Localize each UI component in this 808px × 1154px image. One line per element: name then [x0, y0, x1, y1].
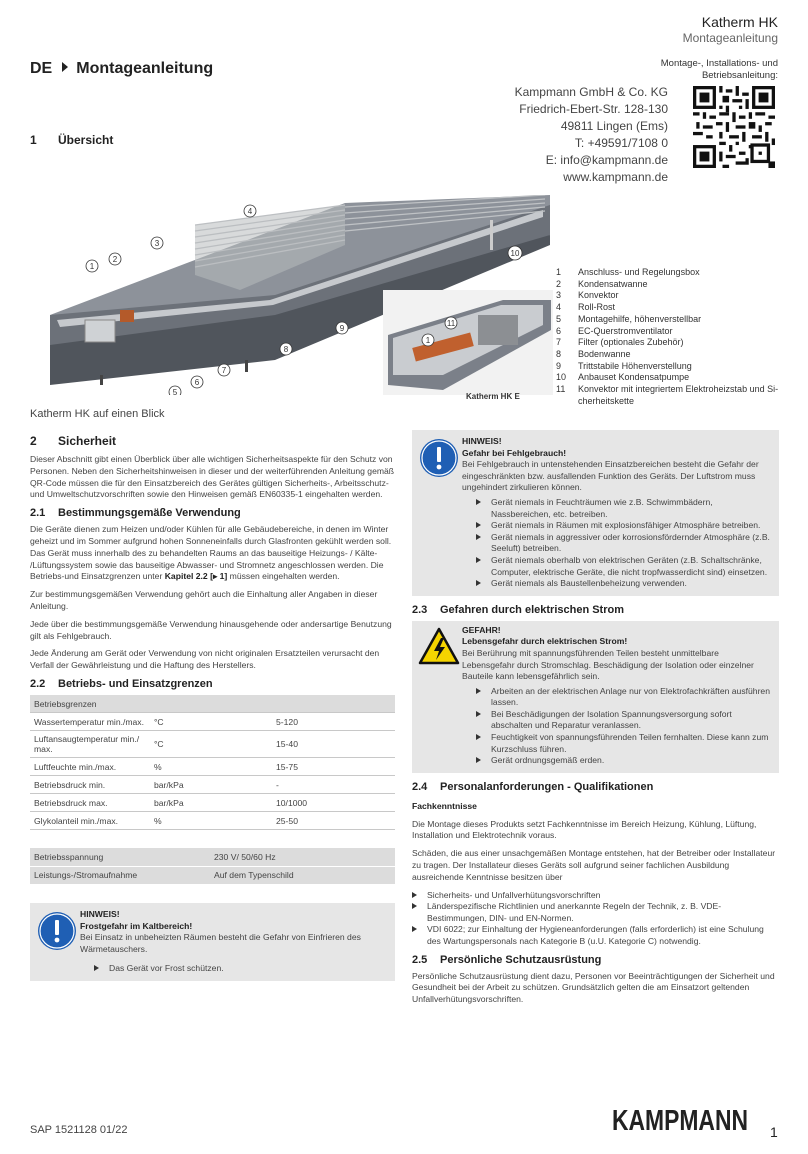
usage-text-a: Die Geräte dienen zum Heizen und/oder Kühlen für alle Gebäudebereiche, in denen im Winter geheizt und im Sommer aufgrund hohen Sonneneinfalls durch Glasfronten gekühlt werden soll. Das Gerät muss innerhalb des zu behandelten Raums an das bauseitige Heizungs- / Kälte- /Lüftungssystem sowie das bauseitige Abwasser- und Stromnetz angeschlossen werden. Die Betriebs-und Einsatzgrenzen unter — [30, 524, 392, 582]
section-number: 2 — [30, 434, 37, 448]
notice-title: Gefahr bei Fehlgebrauch! — [462, 447, 567, 458]
notice-label: HINWEIS! — [462, 436, 502, 446]
legend-text: Konvektor mit integriertem Elektroheizstab und Si- — [578, 384, 779, 395]
subheading-expertise: Fachkenntnisse — [412, 800, 477, 811]
company-street: Friedrich-Ebert-Str. 128-130 — [519, 102, 668, 116]
bullet-arrow-icon — [412, 903, 417, 909]
info-mandatory-icon — [37, 911, 77, 951]
usage-paragraph-4: Jede Änderung am Gerät oder Verwendung von nicht originalen Ersatzteilen verursacht den Verfall der Gewährleistung und die Haftung des Herstellers. — [30, 648, 380, 671]
right-column — [412, 430, 779, 1012]
left-column — [30, 434, 395, 989]
legend-item — [556, 337, 791, 349]
section-2-1-heading — [30, 507, 395, 519]
section-title: Betriebs- und Einsatzgrenzen — [58, 677, 213, 690]
notice-text: Bei Einsatz in unbeheizten Räumen besteht die Gefahr von Einfrieren des Wärmetauschers. — [80, 932, 361, 954]
table-cell: - — [272, 776, 395, 794]
company-name: Kampmann GmbH & Co. KG — [514, 85, 668, 99]
legend-number: 9 — [556, 360, 562, 371]
legend-number — [556, 396, 578, 408]
legend-item — [556, 302, 791, 314]
legend-item — [556, 279, 791, 291]
bullet-text: Länderspezifische Richtlinien und anerkannte Regeln der Technik, z. B. VDE-Bestimmungen, DIN- und EN-Normen. — [427, 901, 722, 923]
table-cell: Auf dem Typenschild — [210, 866, 395, 884]
inset-illustration — [383, 290, 553, 395]
legend-text: Bodenwanne — [578, 348, 631, 359]
list-item — [80, 963, 389, 975]
section-2-3-heading — [412, 604, 779, 616]
table-cell: Betriebsdruck max. — [30, 794, 150, 812]
svg-text:KAMPMANN: KAMPMANN — [612, 1105, 748, 1136]
kampmann-logo — [612, 1100, 750, 1136]
section-number: 2.2 — [30, 677, 46, 690]
legend-item — [556, 267, 791, 279]
table-cell: bar/kPa — [150, 776, 272, 794]
company-phone: T: +49591/7108 0 — [574, 136, 668, 150]
language-code: DE — [30, 60, 53, 77]
ppe-paragraph: Persönliche Schutzausrüstung dient dazu, Personen vor Beeinträchtigungen der Sicherheit und Gesundheit bei der Arbeit zu schützen. Grundsätzlich gelten die am Einsatzort geltenden Unfallverhütungsvorschriften. — [412, 970, 775, 1005]
misuse-notice — [412, 430, 779, 596]
page-title — [30, 60, 213, 78]
bullet-arrow-icon — [476, 522, 481, 528]
list-item — [462, 520, 773, 532]
company-city: 49811 Lingen (Ems) — [560, 119, 668, 133]
svg-text:9: 9 — [339, 324, 345, 333]
section-title: Übersicht — [58, 133, 114, 147]
table-cell: % — [150, 758, 272, 776]
legend-number: 4 — [556, 302, 562, 313]
table-cell: Luftansaugtemperatur min./ max. — [30, 731, 150, 758]
svg-text:10: 10 — [510, 249, 520, 258]
qr-note-line1: Montage-, Installations- und — [660, 58, 778, 69]
bullet-arrow-icon — [476, 580, 481, 586]
table-cell: °C — [150, 713, 272, 731]
page-number: 1 — [770, 1124, 778, 1140]
table-header-row — [30, 695, 395, 713]
table-cell: bar/kPa — [150, 794, 272, 812]
usage-paragraph-1 — [30, 524, 395, 583]
legend-item — [556, 384, 791, 396]
bullet-arrow-icon — [412, 926, 417, 932]
svg-text:1: 1 — [89, 262, 95, 271]
bullet-arrow-icon — [476, 557, 481, 563]
safety-intro: Dieser Abschnitt gibt einen Überblick über alle wichtigen Sicherheitsaspekte für den Schutz von Personen. Neben den Sicherheitshinweisen in dieser und der weiterführenden Anleitung gemäß QR-Code müssen die für den Einsatzbereich des Gerätes gültigen Sicherheits-, Arbeitsschutz- und Umweltschutzvorschriften sowie den Hinweisen gemäß EN60335-1 eingehalten werden. — [30, 454, 395, 500]
bullet-arrow-icon — [412, 892, 417, 898]
section-title: Sicherheit — [58, 434, 117, 448]
list-item — [462, 532, 773, 555]
section-number: 1 — [30, 133, 37, 147]
legend-item — [556, 326, 791, 338]
legend-text: Kondensatwanne — [578, 278, 648, 289]
table-row — [30, 713, 395, 731]
legend-text: EC-Querstromventilator — [578, 325, 673, 336]
bullet-arrow-icon — [94, 965, 99, 971]
list-item — [462, 555, 773, 578]
bullet-arrow-icon — [476, 688, 481, 694]
document-code: SAP 1521128 01/22 — [30, 1124, 128, 1136]
table-cell: 10/1000 — [272, 794, 395, 812]
table-row — [30, 758, 395, 776]
section-number: 2.5 — [412, 953, 428, 966]
legend-item — [556, 396, 791, 408]
legend-number: 8 — [556, 348, 562, 359]
electric-bullet-list — [462, 686, 773, 767]
product-name: Katherm HK — [701, 14, 778, 30]
table-cell: 15-75 — [272, 758, 395, 776]
bullet-arrow-icon — [476, 499, 481, 505]
connection-box — [85, 320, 115, 342]
svg-text:7: 7 — [221, 366, 227, 375]
section-title: Persönliche Schutzausrüstung — [440, 953, 602, 966]
legend-number: 3 — [556, 290, 562, 301]
table-cell: Glykolanteil min./max. — [30, 812, 150, 830]
list-item — [412, 890, 779, 902]
legend-list — [556, 267, 791, 407]
table-cell: Leistungs-/Stromaufnahme — [30, 866, 210, 884]
table-row — [30, 776, 395, 794]
personnel-paragraph-1: Die Montage dieses Produkts setzt Fachkenntnisse im Bereich Heizung, Kühlung, Lüftung, Installation und Elektrotechnik voraus. — [412, 818, 757, 841]
section-overview-heading — [30, 133, 113, 147]
table-cell: 5-120 — [272, 713, 395, 731]
section-number: 2.1 — [30, 507, 46, 520]
bullet-text: Gerät niemals in Räumen mit explosionsfähiger Atmosphäre betreiben. — [491, 520, 761, 531]
table-row — [30, 848, 395, 866]
frost-notice — [30, 903, 395, 981]
legend-item — [556, 290, 791, 302]
valve — [120, 310, 134, 322]
notice-label: GEFAHR! — [462, 624, 501, 635]
bullet-text: Sicherheits- und Unfallverhütungsvorschriften — [427, 889, 601, 900]
table-cell: Betriebsspannung — [30, 848, 210, 866]
doc-type: Montageanleitung — [682, 31, 778, 45]
legend-text: Anschluss- und Regelungsbox — [578, 267, 700, 277]
table-row — [30, 731, 395, 758]
list-item — [462, 732, 773, 755]
company-web[interactable]: www.kampmann.de — [563, 170, 668, 184]
qr-note — [661, 58, 778, 82]
bullet-text: Gerät niemals oberhalb von elektrischen Geräten (z.B. Schaltschränke, Computer, elektrische Geräte, die nicht tropfwasserdicht sind) einsetzen. — [491, 554, 768, 577]
bullet-text: Gerät niemals in Feuchträumen wie z.B. Schwimmbädern, Nassbereichen, etc. betreiben. — [491, 496, 713, 519]
table-row — [30, 866, 395, 884]
section-title: Gefahren durch elektrischen Strom — [440, 603, 624, 616]
section-2-5-heading — [412, 954, 779, 966]
bullet-arrow-icon — [476, 534, 481, 540]
legend-text: Montagehilfe, höhenverstellbar — [578, 313, 702, 324]
section-2-2-heading — [30, 678, 395, 690]
bullet-arrow-icon — [476, 734, 481, 740]
table-row — [30, 812, 395, 830]
qr-code-icon[interactable] — [693, 86, 775, 168]
bullet-text: Gerät niemals als Baustellenbeheizung verwenden. — [491, 578, 687, 589]
list-item — [412, 901, 779, 924]
svg-text:3: 3 — [154, 239, 160, 248]
legend-number: 1 — [556, 267, 562, 277]
notice-text: Bei Berührung mit spannungsführenden Teilen besteht unmittelbare Lebensgefahr durch Stromschlag. Beschädigung der Isolation oder einzelner Bauteile kann lebensgefährlich sein. — [462, 647, 754, 682]
table-cell: 230 V/ 50/60 Hz — [210, 848, 395, 866]
electric-danger-notice — [412, 621, 779, 773]
legend-number: 10 — [556, 372, 567, 383]
bullet-text: Feuchtigkeit von spannungsführenden Teilen fernhalten. Diese kann zum Kurzschluss führen. — [491, 732, 769, 754]
list-item — [462, 709, 773, 732]
section-safety-heading — [30, 434, 395, 448]
info-mandatory-icon — [419, 438, 459, 478]
table-cell: Betriebsdruck min. — [30, 776, 150, 794]
legend-item — [556, 349, 791, 361]
electrical-table — [30, 848, 395, 885]
legend-text: Filter (optionales Zubehör) — [578, 337, 684, 348]
high-voltage-warning-icon — [418, 627, 460, 665]
bullet-text: VDI 6022; zur Einhaltung der Hygieneanforderungen (falls erforderlich) ist eine Schulung des Wartungspersonals nach Kategorie B (u.U. Kategorie C) notwendig. — [427, 924, 764, 946]
arrow-right-icon — [62, 62, 68, 72]
table-cell: °C — [150, 731, 272, 758]
list-item — [462, 686, 773, 709]
svg-text:6: 6 — [194, 378, 200, 387]
list-item — [462, 497, 773, 520]
usage-paragraph-2: Zur bestimmungsgemäßen Verwendung gehört auch die Einhaltung aller Angaben in dieser Anleitung. — [30, 589, 378, 611]
personnel-bullet-list — [412, 890, 779, 948]
legend-text: Trittstabile Höhenverstellung — [578, 360, 692, 371]
table-cell: % — [150, 812, 272, 830]
list-item — [462, 578, 773, 590]
legend-number: 11 — [556, 384, 566, 395]
section-number: 2.4 — [412, 780, 428, 793]
legend-text: Konvektor — [578, 290, 619, 301]
legend-number: 6 — [556, 325, 562, 336]
company-email[interactable]: E: info@kampmann.de — [545, 153, 668, 167]
usage-paragraph-3: Jede über die bestimmungsgemäße Verwendung hinausgehende oder andersartige Benutzung gilt als Fehlgebrauch. — [30, 618, 392, 641]
table-cell: Wassertemperatur min./max. — [30, 713, 150, 731]
svg-text:8: 8 — [283, 345, 289, 354]
overview-caption: Katherm HK auf einen Blick — [30, 408, 165, 420]
usage-text-b: müssen eingehalten werden. — [227, 571, 340, 582]
svg-text:11: 11 — [446, 319, 456, 328]
legend-number: 2 — [556, 278, 562, 289]
bullet-text: Arbeiten an der elektrischen Anlage nur von Elektrofachkräften ausführen lassen. — [491, 685, 770, 708]
bullet-text: Gerät ordnungsgemäß erden. — [491, 755, 605, 766]
table-cell: 15-40 — [272, 731, 395, 758]
chapter-link[interactable]: Kapitel 2.2 [▸ 1] — [164, 571, 228, 582]
section-title: Personalanforderungen - Qualifikationen — [440, 780, 654, 793]
legend-item — [556, 361, 791, 373]
company-address — [515, 84, 668, 186]
section-2-4-heading — [412, 781, 779, 793]
legend-number: 7 — [556, 337, 562, 348]
title-text: Montageanleitung — [76, 60, 214, 77]
misuse-bullet-list — [462, 497, 773, 590]
legend-item — [556, 314, 791, 326]
list-item — [412, 924, 779, 947]
bullet-text: Das Gerät vor Frost schützen. — [109, 963, 224, 974]
svg-text:5: 5 — [172, 388, 178, 395]
personnel-paragraph-2: Schäden, die aus einer unsachgemäßen Montage entstehen, hat der Betreiber oder Installateur zu tragen. Der Installateur dieses Geräts soll aufgrund seiner fachlichen Ausbildung ausreichende Kenntnisse besitzen über — [412, 848, 776, 882]
section-title: Bestimmungsgemäße Verwendung — [58, 507, 241, 520]
table-cell: Luftfeuchte min./max. — [30, 758, 150, 776]
limits-table — [30, 695, 395, 831]
svg-text:4: 4 — [247, 207, 253, 216]
notice-text: Bei Fehlgebrauch in untenstehenden Einsatzbereichen besteht die Gefahr der eingeschränkten bzw. ausfallenden Funktion des Geräts. Der Luftstrom muss ungehindert zirkulieren können. — [462, 459, 759, 493]
bullet-arrow-icon — [476, 757, 481, 763]
inset-caption: Katherm HK E — [466, 392, 520, 401]
legend-text: cherheitskette — [578, 395, 635, 406]
table-cell: 25-50 — [272, 812, 395, 830]
table-row — [30, 794, 395, 812]
notice-label: HINWEIS! — [80, 908, 120, 919]
legend-number: 5 — [556, 313, 562, 324]
bullet-arrow-icon — [476, 711, 481, 717]
svg-text:1: 1 — [425, 336, 431, 345]
notice-title: Lebensgefahr durch elektrischen Strom! — [462, 636, 628, 647]
legend-item — [556, 372, 791, 384]
notice-title: Frostgefahr im Kaltbereich! — [80, 920, 193, 931]
list-item — [462, 755, 773, 767]
section-number: 2.3 — [412, 603, 428, 616]
bullet-text: Bei Beschädigungen der Isolation Spannungsversorgung sofort abschalten und Reparatur veranlassen. — [491, 708, 732, 731]
brand-header — [683, 14, 778, 45]
legend-text: Roll-Rost — [578, 302, 616, 313]
qr-note-line2: Betriebsanleitung: — [701, 70, 778, 81]
table-header: Betriebsgrenzen — [30, 695, 395, 713]
svg-text:2: 2 — [112, 255, 118, 264]
legend-text: Anbauset Kondensatpumpe — [578, 372, 690, 383]
bullet-text: Gerät niemals in aggressiver oder korrosionsfördernder Atmosphäre (z.B. Seeluft) betreiben. — [491, 531, 770, 554]
